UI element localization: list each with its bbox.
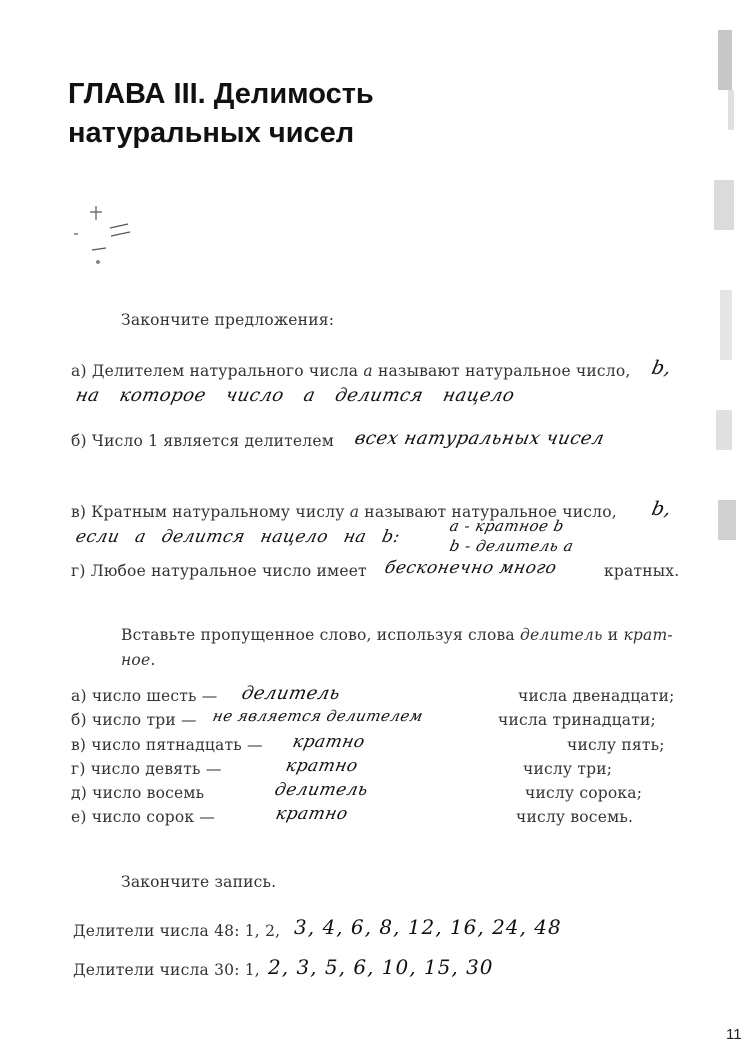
task1-g-answer: бесконечно много — [382, 558, 559, 578]
task1-v-answer-divisor: b - делитель a — [448, 537, 576, 555]
task1-a-answer: на которое число a делится нацело — [73, 385, 517, 406]
task2-heading-before: Вставьте пропущенное слово, используя слова — [121, 626, 521, 644]
task3-line1-print: Делители числа 48: 1, 2, — [73, 922, 281, 940]
task2-row-right: числу три; — [523, 760, 613, 778]
task2-row-right: числа двенадцати; — [518, 687, 675, 705]
task3-line2-print: Делители числа 30: 1, — [73, 961, 260, 979]
task2-heading-end: . — [150, 651, 156, 669]
task1-b-print: б) Число 1 является делителем — [71, 432, 334, 450]
task1-a-answer-b: b, — [649, 357, 674, 379]
task3-line1-answer: 3, 4, 6, 8, 12, 16, 24, 48 — [294, 915, 562, 939]
task2-row-left: г) число девять — — [71, 760, 222, 778]
task2-word-multiple-part2: ное — [121, 651, 151, 669]
task2-row-answer: делитель — [272, 780, 371, 800]
task2-heading-line2 — [121, 651, 155, 669]
page-number: 11 — [726, 1026, 742, 1043]
task2-word-divisor: делитель — [520, 626, 603, 644]
task2-row-left: е) число сорок — — [71, 808, 216, 826]
task2-row-left: в) число пятнадцать — — [71, 736, 263, 754]
task2-row-answer: делитель — [239, 683, 343, 704]
task2-row-left: а) число шесть — — [71, 687, 218, 705]
task2-row-answer: кратно — [283, 756, 360, 776]
task2-row-answer: кратно — [290, 732, 367, 752]
task1-g-print: г) Любое натуральное число имеет — [71, 562, 367, 580]
task2-row-right: числа тринадцати; — [498, 711, 656, 729]
task1-b-answer: всех натуральных чисел — [352, 428, 607, 449]
task1-heading: Закончите предложения: — [121, 311, 335, 329]
task2-heading-line1 — [121, 626, 673, 644]
task1-v-answer-b: b, — [649, 498, 674, 520]
chapter-title-line2: натуральных чисел — [68, 117, 355, 149]
task1-a-text-before: а) Делителем натурального числа — [71, 362, 364, 380]
task2-row-right: числу пять; — [567, 736, 665, 754]
task2-row-answer: кратно — [273, 804, 350, 824]
task1-a-var: a — [363, 362, 373, 380]
task2-row-right: числу восемь. — [516, 808, 634, 826]
task1-g-print-end: кратных. — [604, 562, 680, 580]
task1-v-answer: если a делится нацело на b: — [73, 527, 402, 547]
task1-v-var: a — [349, 503, 360, 521]
task3-heading: Закончите запись. — [121, 873, 277, 891]
task2-word-multiple-part1: крат- — [623, 626, 673, 644]
task1-a-print — [71, 362, 631, 380]
task1-v-text-after: называют натуральное число, — [359, 503, 617, 521]
task1-a-text-after: называют натуральное число, — [372, 362, 631, 380]
task2-row-right: числу сорока; — [525, 784, 643, 802]
task2-row-left: д) число восемь — [71, 784, 205, 802]
task3-line2-answer: 2, 3, 5, 6, 10, 15, 30 — [268, 955, 494, 979]
task1-v-text-before: в) Кратным натуральному числу — [71, 503, 350, 521]
chapter-title-line1: ГЛАВА III. Делимость — [68, 78, 374, 110]
scan-margin-artifact-icon — [706, 30, 742, 540]
task2-heading-mid: и — [602, 626, 624, 644]
task2-row-left: б) число три — — [71, 711, 197, 729]
task2-row-answer: не является делителем — [211, 707, 425, 725]
task1-v-answer-multiple: a - кратное b — [448, 517, 566, 535]
margin-sketch-icon — [68, 200, 138, 270]
